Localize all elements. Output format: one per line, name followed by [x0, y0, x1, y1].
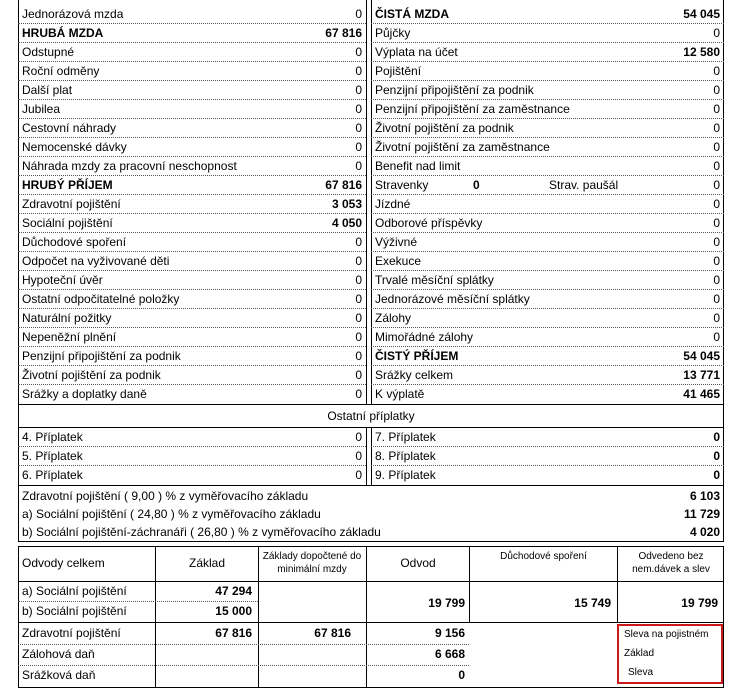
- row-value: 4 050: [331, 216, 362, 230]
- row-label: Roční odměny: [22, 64, 100, 78]
- row-label: Stravenky: [375, 178, 429, 192]
- row-value: 67 816: [325, 26, 362, 40]
- soc-odvedeno: 19 799: [681, 596, 718, 610]
- row-label: 4. Příplatek: [22, 430, 83, 444]
- row-label: Životní pojištění za podnik: [375, 121, 514, 135]
- table-row: [371, 157, 724, 176]
- row-value: 0: [355, 45, 362, 59]
- row-value: 0: [355, 159, 362, 173]
- table-row: [371, 347, 724, 366]
- row-label: Ostatní odpočitatelné položky: [22, 292, 180, 306]
- table-row: [18, 5, 366, 24]
- row-label: Cestovní náhrady: [22, 121, 117, 135]
- row-value: 0: [355, 83, 362, 97]
- row-label: Benefit nad limit: [375, 159, 461, 173]
- row-label: Životní pojištění za podnik: [22, 368, 161, 382]
- header-duchodove-sporeni: Důchodové spoření: [500, 551, 587, 562]
- table-row: [371, 309, 724, 328]
- stravenky-count: 0: [473, 178, 480, 192]
- row-value: 4 020: [689, 525, 720, 539]
- row-value: 0: [355, 349, 362, 363]
- row-value: 0: [355, 368, 362, 382]
- row-label: Odpočet na vyživované děti: [22, 254, 170, 268]
- zalohova-odvod: 6 668: [434, 647, 465, 661]
- table-row: [371, 5, 724, 24]
- table-row: [371, 195, 724, 214]
- table-row: [18, 347, 366, 366]
- divider: [18, 622, 724, 623]
- row-label: Jubilea: [22, 102, 61, 116]
- row-label: Zdravotní pojištění: [22, 197, 121, 211]
- row-value: 0: [713, 102, 720, 116]
- table-row: [18, 214, 366, 233]
- row-value: 0: [355, 330, 362, 344]
- row-label: Životní pojištění za zaměstnance: [375, 140, 550, 154]
- row-value: 0: [355, 254, 362, 268]
- table-row: [371, 385, 724, 404]
- row-label: 6. Příplatek: [22, 468, 83, 482]
- table-row: [371, 290, 724, 309]
- row-value: 13 771: [683, 368, 720, 382]
- row-value: 0: [355, 140, 362, 154]
- table-row: [18, 447, 366, 466]
- soc-odvod: 19 799: [428, 596, 465, 610]
- row-value: 6 103: [689, 489, 720, 503]
- row-label: 8. Příplatek: [375, 449, 436, 463]
- row-value: 0: [713, 140, 720, 154]
- row-label: Důchodové spoření: [22, 235, 127, 249]
- row-value: 0: [355, 449, 362, 463]
- table-row: [18, 328, 366, 347]
- header-zaklady-dopoctene: Základy dopočtené do minimální mzdy: [262, 551, 362, 575]
- row-label: Trvalé měsíční splátky: [375, 273, 494, 287]
- row-value: 0: [355, 273, 362, 287]
- row-value: 0: [355, 311, 362, 325]
- left-col-border: [366, 0, 367, 404]
- row-label: Výplata na účet: [375, 45, 458, 59]
- row-value: 0: [713, 311, 720, 325]
- row-value: 0: [713, 330, 720, 344]
- soc-b-label: b) Sociální pojištění: [22, 604, 127, 618]
- row-value: 0: [713, 292, 720, 306]
- divider: [18, 601, 258, 602]
- row-value: 0: [355, 430, 362, 444]
- sleva-zaklad: Základ: [624, 648, 655, 659]
- row-value: 0: [713, 64, 720, 78]
- header-odvod: Odvod: [400, 556, 436, 570]
- row-label: Výživné: [375, 235, 418, 249]
- table-row: [371, 447, 724, 466]
- row-label: ČISTÁ MZDA: [375, 7, 449, 21]
- soc-b-zaklad: 15 000: [215, 604, 252, 618]
- row-label: Zálohy: [375, 311, 412, 325]
- table-row: [371, 100, 724, 119]
- row-label: Penzijní připojištění za podnik: [375, 83, 534, 97]
- zdrav-dopoctene: 67 816: [314, 626, 351, 640]
- table-row: [18, 24, 366, 43]
- row-value: 0: [355, 102, 362, 116]
- ostatni-priplatky-title: Ostatní příplatky: [327, 409, 415, 423]
- zdrav-label: Zdravotní pojištění: [22, 626, 121, 640]
- row-label: ČISTÝ PŘÍJEM: [375, 349, 459, 363]
- table-row: [18, 290, 366, 309]
- row-label: 5. Příplatek: [22, 449, 83, 463]
- table-row: [18, 195, 366, 214]
- soc-a-label: a) Sociální pojištění: [22, 584, 127, 598]
- row-label: Zdravotní pojištění ( 9,00 ) % z vyměřovacího základu: [22, 489, 309, 503]
- table-row: [18, 176, 366, 195]
- row-label: Jednorázová mzda: [22, 7, 124, 21]
- table-row: [18, 157, 366, 176]
- zdrav-odvod: 9 156: [434, 626, 465, 640]
- row-value: 0: [713, 254, 720, 268]
- divider: [18, 581, 724, 582]
- table-row: [18, 505, 724, 523]
- table-row: [18, 428, 366, 447]
- row-label: Srážky celkem: [375, 368, 454, 382]
- row-label: Hypoteční úvěr: [22, 273, 103, 287]
- row-value: 12 580: [683, 45, 720, 59]
- srazkova-odvod: 0: [458, 668, 465, 682]
- row-label: Náhrada mzdy za pracovní neschopnost: [22, 159, 237, 173]
- table-row: [371, 214, 724, 233]
- header-odvody-celkem: Odvody celkem: [22, 556, 105, 570]
- table-row: [371, 271, 724, 290]
- header-zaklad: Základ: [188, 556, 226, 570]
- row-label: Odstupné: [22, 45, 75, 59]
- row-value: 0: [355, 64, 362, 78]
- row-label: a) Sociální pojištění ( 24,80 ) % z vyměřovacího základu: [22, 507, 321, 521]
- table-row: [18, 366, 366, 385]
- table-row: [371, 428, 724, 447]
- row-label: Naturální požitky: [22, 311, 112, 325]
- row-label: Odborové příspěvky: [375, 216, 483, 230]
- row-label: 7. Příplatek: [375, 430, 436, 444]
- row-value: 54 045: [683, 349, 720, 363]
- row-value: 3 053: [331, 197, 362, 211]
- row-value: 0: [355, 7, 362, 21]
- header-odvedeno: Odvedeno bez nem.dávek a slev: [632, 551, 710, 575]
- row-value: 0: [355, 387, 362, 401]
- sleva-box: [617, 624, 723, 684]
- row-label: HRUBÁ MZDA: [22, 26, 104, 40]
- divider: [366, 427, 367, 485]
- row-value: 67 816: [325, 178, 362, 192]
- row-label: b) Sociální pojištění-záchranáři ( 26,80 ) % z vyměřovacího základu: [22, 525, 381, 539]
- row-value: 0: [355, 235, 362, 249]
- table-row: [371, 24, 724, 43]
- row-label: Jednorázové měsíční splátky: [375, 292, 530, 306]
- row-label: Pojištění: [375, 64, 422, 78]
- row-value: 0: [713, 430, 720, 444]
- row-label: 9. Příplatek: [375, 468, 436, 482]
- row-value: 0: [713, 273, 720, 287]
- table-row: [371, 252, 724, 271]
- row-label: Exekuce: [375, 254, 422, 268]
- row-value: 0: [355, 121, 362, 135]
- table-row: [371, 233, 724, 252]
- row-label: Nemocenské dávky: [22, 140, 127, 154]
- table-row: [371, 176, 724, 195]
- row-value: 0: [713, 121, 720, 135]
- table-row: [371, 138, 724, 157]
- divider: [617, 546, 618, 622]
- table-row: [371, 466, 724, 485]
- row-label: Další plat: [22, 83, 73, 97]
- table-row: [18, 119, 366, 138]
- row-value: 0: [355, 292, 362, 306]
- table-row: [371, 366, 724, 385]
- zdrav-zaklad: 67 816: [215, 626, 252, 640]
- table-row: [18, 487, 724, 505]
- row-label: Sociální pojištění: [22, 216, 113, 230]
- row-label: K výplatě: [375, 387, 425, 401]
- row-label: HRUBÝ PŘÍJEM: [22, 178, 113, 192]
- table-row: [18, 100, 366, 119]
- sleva-label: Sleva na pojistném: [624, 629, 709, 640]
- divider: [18, 665, 469, 666]
- row-value: 0: [713, 83, 720, 97]
- row-label: Nepeněžní plnění: [22, 330, 117, 344]
- table-row: [371, 62, 724, 81]
- row-label: Penzijní připojištění za podnik: [22, 349, 181, 363]
- table-row: [18, 271, 366, 290]
- table-row: [371, 43, 724, 62]
- divider: [18, 485, 724, 486]
- row-value: 0: [713, 197, 720, 211]
- table-row: [18, 309, 366, 328]
- divider: [18, 644, 469, 645]
- row-value: 0: [713, 159, 720, 173]
- table-row: [371, 81, 724, 100]
- soc-a-zaklad: 47 294: [215, 584, 252, 598]
- table-row: [18, 385, 366, 404]
- row-value: 0: [713, 449, 720, 463]
- row-label: Jízdné: [375, 197, 411, 211]
- table-row: [18, 523, 724, 541]
- sleva-sleva: Sleva: [628, 667, 654, 678]
- row-value: 0: [713, 235, 720, 249]
- row-value: 0: [713, 216, 720, 230]
- soc-duchodove: 15 749: [574, 596, 611, 610]
- table-row: [371, 328, 724, 347]
- table-row: [18, 466, 366, 485]
- table-row: [18, 233, 366, 252]
- divider: [258, 546, 259, 688]
- table-row: [371, 119, 724, 138]
- zalohova-label: Zálohová daň: [22, 647, 95, 661]
- srazkova-label: Srážková daň: [22, 668, 96, 682]
- table-row: [18, 43, 366, 62]
- table-row: [18, 252, 366, 271]
- row-label: Mimořádné zálohy: [375, 330, 474, 344]
- table-row: [18, 138, 366, 157]
- table-row: [18, 62, 366, 81]
- row-label: Půjčky: [375, 26, 411, 40]
- table-row: [18, 81, 366, 100]
- row-value: 0: [713, 468, 720, 482]
- row-value: 0: [355, 468, 362, 482]
- row-value: 54 045: [683, 7, 720, 21]
- row-value: 0: [713, 178, 720, 192]
- row-label: Penzijní připojištění za zaměstnance: [375, 102, 570, 116]
- row-label: Srážky a doplatky daně: [22, 387, 147, 401]
- strav-pausal-label: Strav. paušál: [549, 178, 619, 192]
- row-value: 41 465: [683, 387, 720, 401]
- row-value: 11 729: [683, 507, 720, 521]
- row-value: 0: [713, 26, 720, 40]
